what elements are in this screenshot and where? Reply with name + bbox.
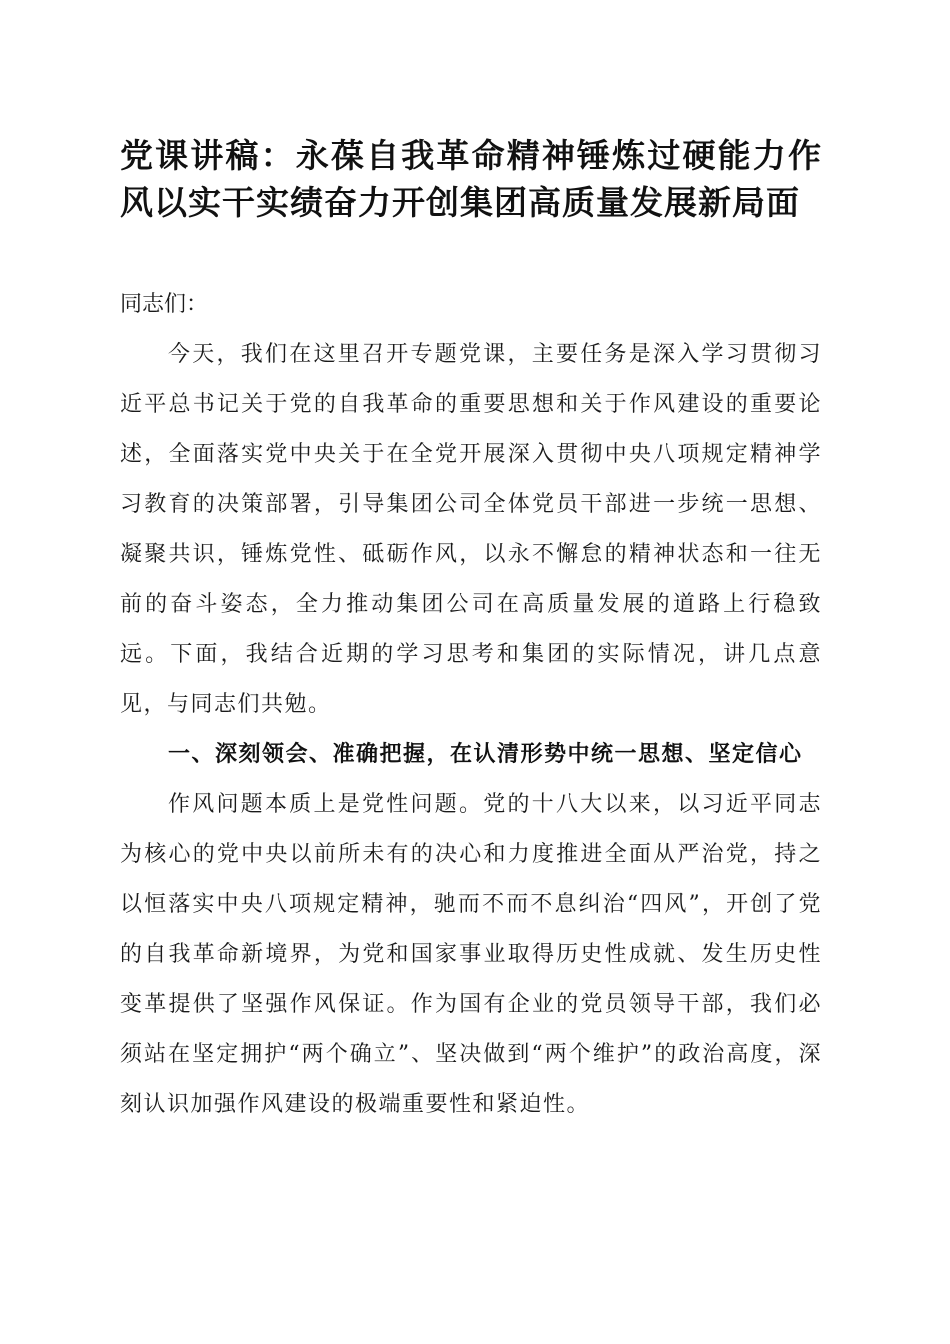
document-body [120, 132, 822, 1130]
salutation: 同志们： [120, 292, 209, 317]
intro-paragraph: 今天，我们在这里召开专题党课，主要任务是深入学习贯彻习近平总书记关于党的自我革命的重要思想和关于作风建设的重要论述，全面落实党中央关于在全党开展深入贯彻中央八项规定精神学习教育的决策部署，引导集团公司全体党员干部进一步统一思想、凝聚共识，锤炼党性、砥砺作风，以永不懈怠的精神状态和一往无前的奋斗姿态，全力推动集团公司在高质量发展的道路上行稳致远。下面，我结合近期的学习思考和集团的实际情况，讲几点意见，与同志们共勉。 [120, 342, 822, 717]
document-title: 党课讲稿：永葆自我革命精神锤炼过硬能力作风以实干实绩奋力开创集团高质量发展新局面 [120, 136, 822, 222]
section-heading-1: 一、深刻领会、准确把握，在认清形势中统一思想、坚定信心 [168, 742, 803, 767]
section-1-paragraph: 作风问题本质上是党性问题。党的十八大以来，以习近平同志为核心的党中央以前所未有的决心和力度推进全面从严治党，持之以恒落实中央八项规定精神，驰而不而不息纠治“四风”，开创了党的自我革命新境界，为党和国家事业取得历史性成就、发生历史性变革提供了坚强作风保证。作为国有企业的党员领导干部，我们必须站在坚定拥护“两个确立”、坚决做到“两个维护”的政治高度，深刻认识加强作风建设的极端重要性和紧迫性。 [120, 792, 822, 1117]
